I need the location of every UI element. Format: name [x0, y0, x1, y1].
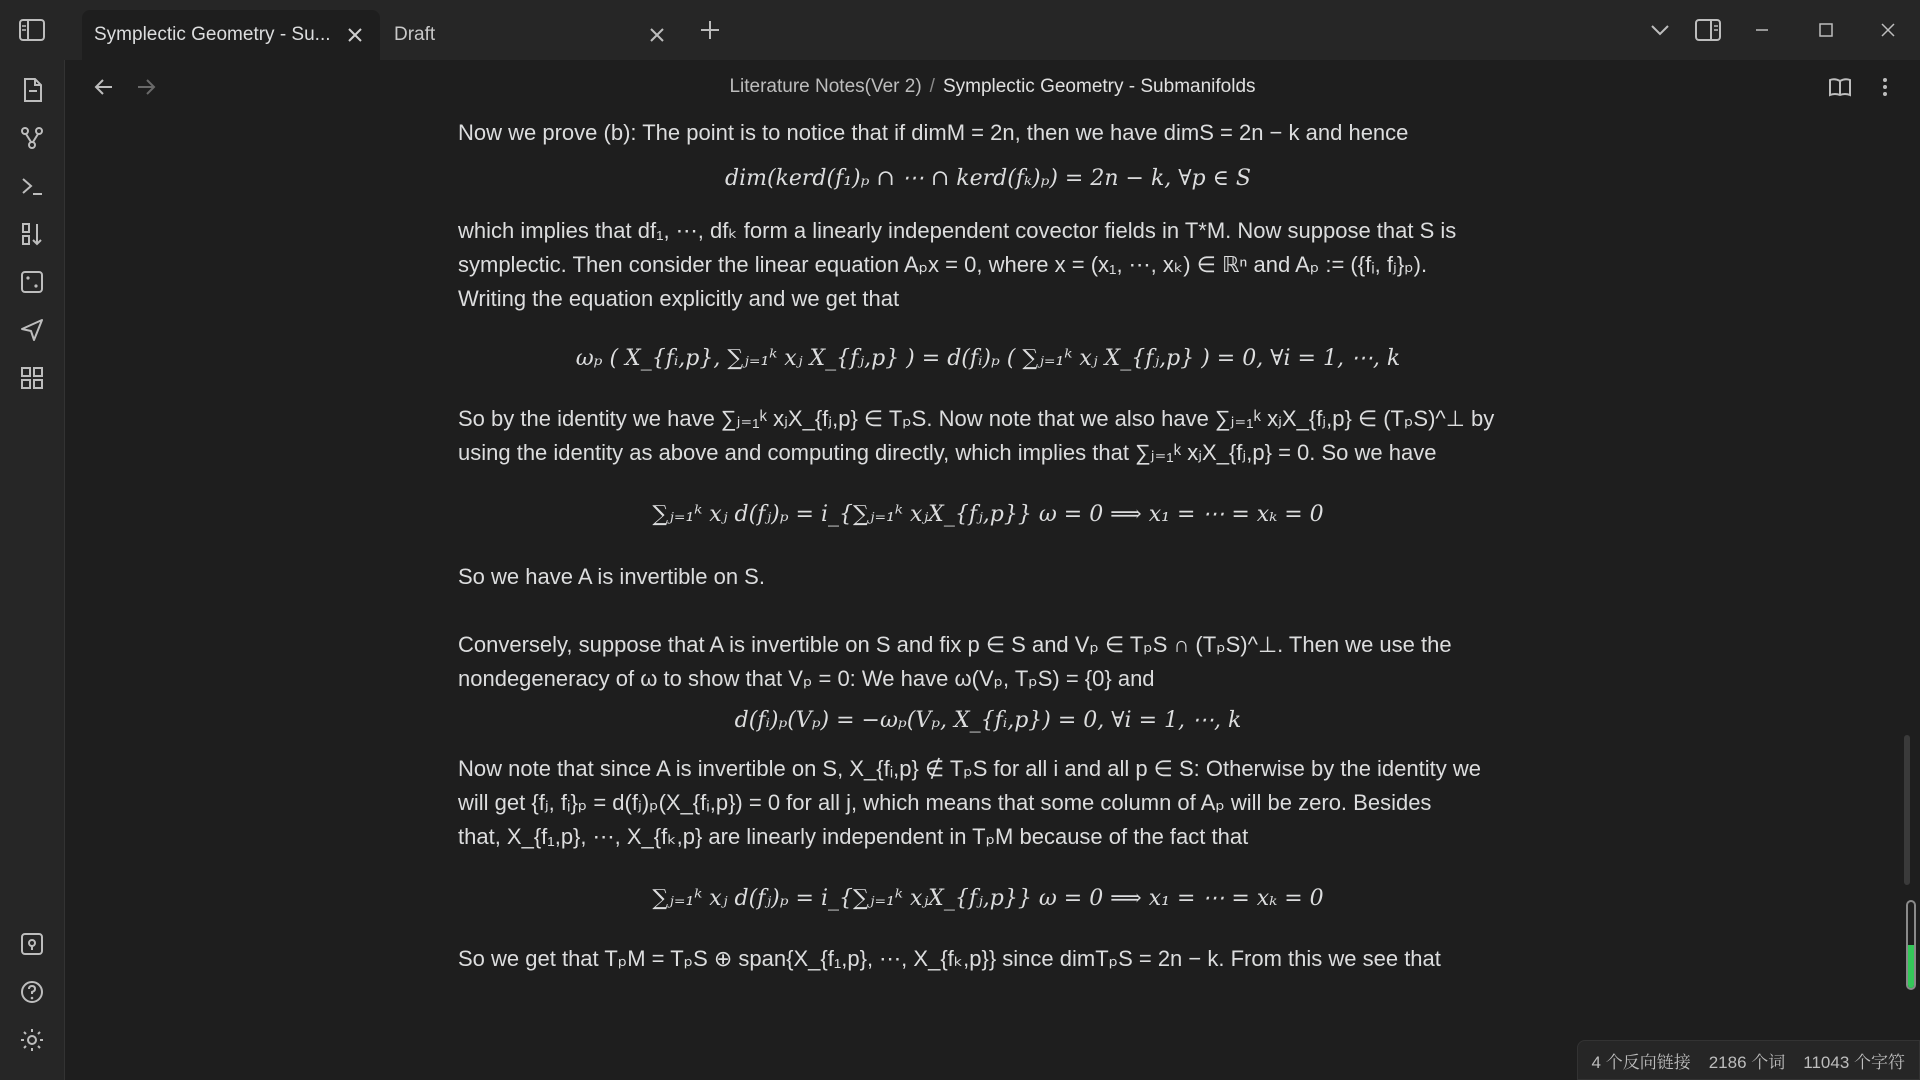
- graph-icon[interactable]: [14, 120, 50, 156]
- breadcrumb-current[interactable]: Symplectic Geometry - Submanifolds: [942, 76, 1256, 97]
- display-equation: ∑ⱼ₌₁ᵏ xⱼ d(fⱼ)ₚ = i_{∑ⱼ₌₁ᵏ xⱼX_{fⱼ,p}} ω = 0 ⟹ x₁ = ⋯ = xₖ = 0: [652, 502, 1324, 527]
- chevron-down-icon[interactable]: [1644, 14, 1676, 46]
- send-icon[interactable]: [14, 312, 50, 348]
- status-bar: [1577, 1040, 1920, 1080]
- scrollbar-thumb[interactable]: [1904, 735, 1910, 885]
- minimize-icon[interactable]: [1746, 14, 1778, 46]
- note-content[interactable]: [458, 116, 1518, 976]
- display-equation: ∑ⱼ₌₁ᵏ xⱼ d(fⱼ)ₚ = i_{∑ⱼ₌₁ᵏ xⱼX_{fⱼ,p}} ω = 0 ⟹ x₁ = ⋯ = xₖ = 0: [652, 886, 1324, 911]
- close-icon[interactable]: [644, 22, 670, 48]
- backlinks-count[interactable]: 4 个反向链接: [1591, 1052, 1691, 1072]
- tab-label: Draft: [394, 24, 436, 45]
- left-ribbon: [0, 60, 65, 1080]
- paragraph: So we have A is invertible on S.: [458, 564, 765, 589]
- tab-draft[interactable]: [382, 10, 682, 60]
- title-bar: [0, 0, 1920, 60]
- display-equation: d(fᵢ)ₚ(Vₚ) = −ωₚ(Vₚ, X_{fᵢ,p}) = 0, ∀i = 1, ⋯, k: [734, 708, 1242, 733]
- paragraph: Now note that since A is invertible on S, X_{fᵢ,p} ∉ TₚS for all i and all p ∈ S: Otherwise by the identity we: [458, 756, 1481, 781]
- breadcrumb-separator: /: [929, 76, 935, 97]
- paragraph: Conversely, suppose that A is invertible on S and fix p ∈ S and Vₚ ∈ TₚS ∩ (TₚS)^⊥. Then we use the: [458, 632, 1452, 657]
- paragraph: which implies that df₁, ⋯, dfₖ form a linearly independent covector fields in T*M. Now suppose that S is: [458, 218, 1457, 243]
- scroll-progress-indicator: [1906, 900, 1916, 990]
- tab-symplectic-geometry[interactable]: [82, 10, 380, 60]
- files-icon[interactable]: [14, 72, 50, 108]
- split-view-icon[interactable]: [1692, 14, 1724, 46]
- display-equation: dim(kerd(f₁)ₚ ∩ ⋯ ∩ kerd(fₖ)ₚ) = 2n − k, ∀p ∈ S: [725, 166, 1251, 191]
- breadcrumb-parent[interactable]: Literature Notes(Ver 2): [729, 76, 922, 97]
- paragraph: Writing the equation explicitly and we get that: [458, 286, 900, 311]
- sort-icon[interactable]: [14, 216, 50, 252]
- maximize-icon[interactable]: [1810, 14, 1842, 46]
- random-note-icon[interactable]: [14, 264, 50, 300]
- character-count: 11043 个字符: [1803, 1052, 1905, 1072]
- paragraph: using the identity as above and computing directly, which implies that ∑ⱼ₌₁ᵏ xⱼX_{fⱼ,p} = 0. So we have: [458, 440, 1437, 465]
- new-tab-icon[interactable]: [694, 14, 726, 46]
- close-icon[interactable]: [342, 22, 368, 48]
- settings-gear-icon[interactable]: [14, 1022, 50, 1058]
- sidebar-toggle-icon[interactable]: [16, 16, 48, 44]
- paragraph: So we get that TₚM = TₚS ⊕ span{X_{f₁,p}, ⋯, X_{fₖ,p}} since dimTₚS = 2n − k. From this we see that: [458, 946, 1441, 971]
- paragraph: nondegeneracy of ω to show that Vₚ = 0: We have ω(Vₚ, TₚS) = {0} and: [458, 666, 1155, 691]
- vault-icon[interactable]: [14, 926, 50, 962]
- reading-mode-book-icon[interactable]: [1825, 72, 1855, 102]
- window-close-icon[interactable]: [1872, 14, 1904, 46]
- view-header: [65, 60, 1920, 116]
- display-equation: ωₚ ( X_{fᵢ,p}, ∑ⱼ₌₁ᵏ xⱼ X_{fⱼ,p} ) = d(fᵢ)ₚ ( ∑ⱼ₌₁ᵏ xⱼ X_{fⱼ,p} ) = 0, ∀i = 1, ⋯, k: [575, 346, 1401, 371]
- dashboard-icon[interactable]: [14, 360, 50, 396]
- tab-label: Symplectic Geometry - Su...: [94, 24, 331, 45]
- paragraph: Now we prove (b): The point is to notice that if dimM = 2n, then we have dimS = 2n − k and hence: [458, 120, 1409, 145]
- paragraph: will get {fⱼ, fᵢ}ₚ = d(fⱼ)ₚ(X_{fᵢ,p}) = 0 for all j, which means that some column of Aₚ will be zero. Besides: [458, 790, 1432, 815]
- paragraph: symplectic. Then consider the linear equation Aₚx = 0, where x = (x₁, ⋯, xₖ) ∈ ℝⁿ and Aₚ := ({fᵢ, fⱼ}ₚ).: [458, 252, 1428, 277]
- terminal-icon[interactable]: [14, 168, 50, 204]
- paragraph: that, X_{f₁,p}, ⋯, X_{fₖ,p} are linearly independent in TₚM because of the fact that: [458, 824, 1249, 849]
- help-icon[interactable]: [14, 974, 50, 1010]
- breadcrumb: [65, 76, 1920, 98]
- paragraph: So by the identity we have ∑ⱼ₌₁ᵏ xⱼX_{fⱼ,p} ∈ TₚS. Now note that we also have ∑ⱼ₌₁ᵏ xⱼX_{fⱼ,p} ∈ (TₚS)^⊥ by: [458, 406, 1495, 431]
- scroll-progress-fill: [1908, 945, 1914, 988]
- more-options-icon[interactable]: [1873, 72, 1897, 102]
- word-count: 2186 个词: [1708, 1052, 1786, 1072]
